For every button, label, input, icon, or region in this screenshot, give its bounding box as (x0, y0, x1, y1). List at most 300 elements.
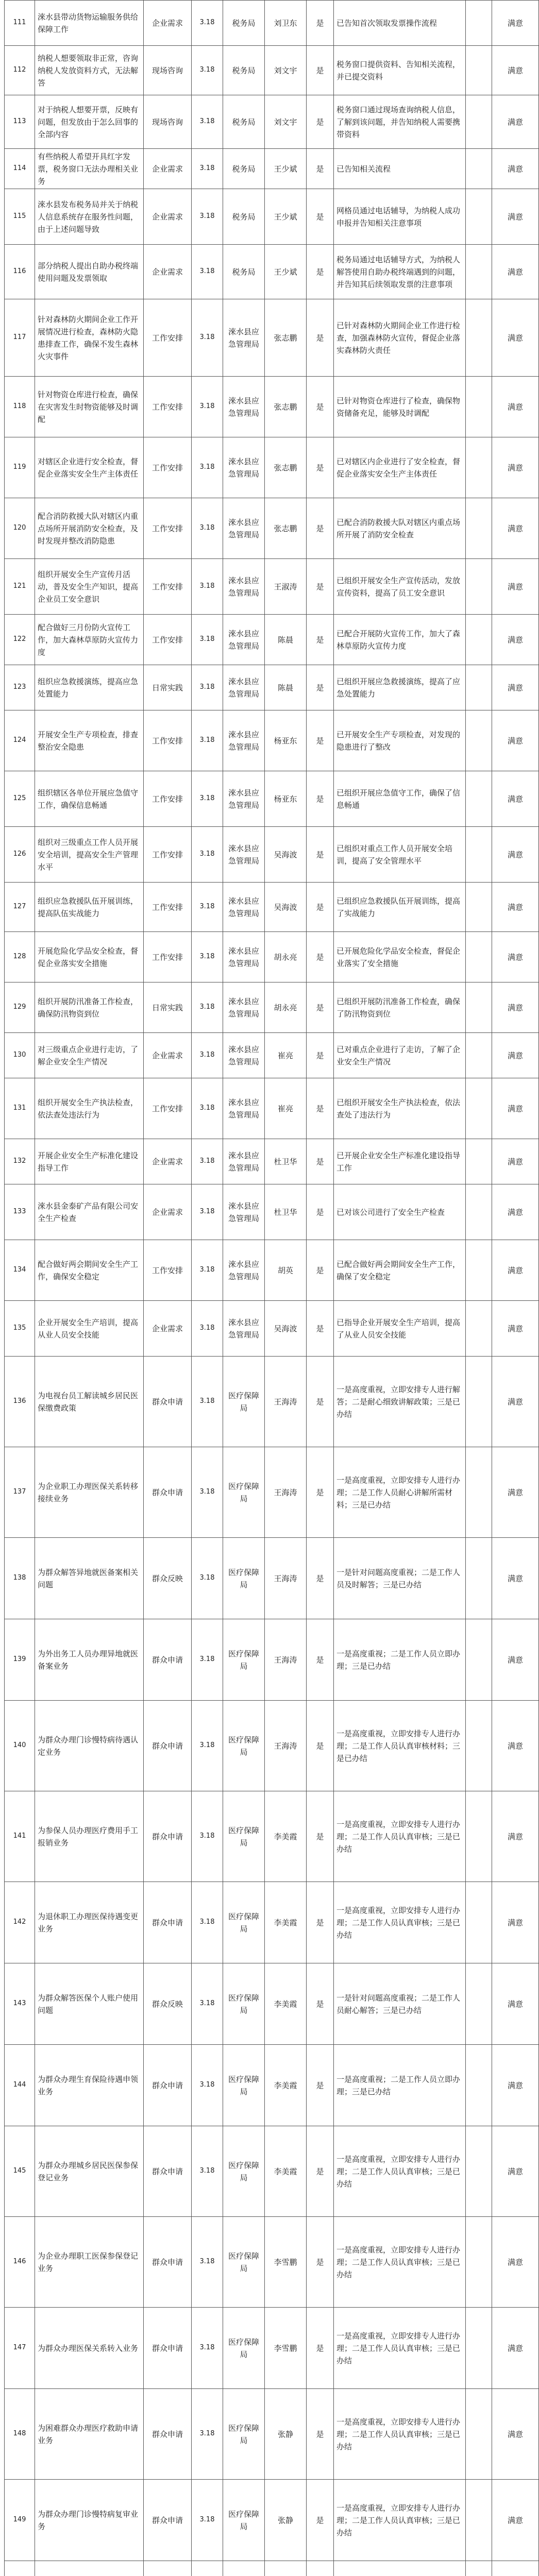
row-person: 杨亚东 (265, 771, 307, 827)
row-dept: 淶水县应急管理局 (223, 883, 265, 932)
row-result: 满意 (492, 498, 539, 559)
row-result: 满意 (492, 1882, 539, 1963)
row-item: 纳税人想要领取非正常，咨询纳税人发放资料方式，无法解答 (35, 46, 144, 95)
row-person: 王海涛 (265, 1619, 307, 1701)
table-row (5, 615, 539, 665)
row-dept: 医疗保障局 (223, 2308, 265, 2389)
row-date: 3.18 (192, 1078, 223, 1139)
row-dept: 淶水县应急管理局 (223, 1240, 265, 1301)
row-done: 是 (307, 1791, 334, 1882)
row-blank (466, 1882, 492, 1963)
row-detail: 已指导企业开展安全生产培训，提高了从业人员安全技能 (334, 1301, 466, 1357)
row-done: 是 (307, 827, 334, 883)
row-type: 工作安排 (144, 1240, 192, 1301)
row-item: 组织开展安全生产宣传月活动，普及安全生产知识，提高企业员工安全意识 (35, 559, 144, 615)
row-detail: 已对辖区内企业进行了安全检查，督促企业落实安全生产主体责任 (334, 437, 466, 498)
row-number: 116 (5, 245, 35, 299)
row-detail: 税务窗口通过现场查询纳税人信息，了解到该问题，并告知纳税人需要携带资料 (334, 95, 466, 149)
row-result (492, 2561, 539, 2576)
row-dept: 淶水县应急管理局 (223, 1139, 265, 1184)
row-blank (466, 377, 492, 437)
row-detail: 一是高度重视，立即安排专人进行办理；二是工作人员认真审核；三是已办结 (334, 2308, 466, 2389)
row-item: 为群众办理医保关系转入业务 (35, 2308, 144, 2389)
row-result: 满意 (492, 932, 539, 982)
row-type: 工作安排 (144, 437, 192, 498)
row-item: 对三级重点企业进行走访，了解企业安全生产情况 (35, 1033, 144, 1078)
row-blank (466, 1963, 492, 2045)
row-blank (466, 245, 492, 299)
row-item: 为群众解答异地就医备案相关问题 (35, 1538, 144, 1619)
record-sheet (4, 0, 523, 2576)
row-result: 满意 (492, 2480, 539, 2561)
row-number: 147 (5, 2308, 35, 2389)
row-done: 是 (307, 615, 334, 665)
row-item: 组织应急救援演练，提高应急处置能力 (35, 665, 144, 710)
row-date: 3.18 (192, 665, 223, 710)
row-dept: 医疗保障局 (223, 1357, 265, 1447)
row-done: 是 (307, 1619, 334, 1701)
row-number: 117 (5, 299, 35, 377)
row-date: 3.18 (192, 2217, 223, 2308)
row-person: 张静 (265, 2480, 307, 2561)
row-type: 群众申请 (144, 1619, 192, 1701)
row-done: 是 (307, 95, 334, 149)
row-person: 李美霞 (265, 1791, 307, 1882)
row-item (35, 2561, 144, 2576)
row-detail: 已组织开展应急救援演练，提高了应急处置能力 (334, 665, 466, 710)
row-date: 3.18 (192, 1963, 223, 2045)
row-item: 开展危险化学品安全检查，督促企业落实安全措施 (35, 932, 144, 982)
row-dept: 淶水县应急管理局 (223, 1184, 265, 1240)
row-item: 淶水县带动货物运输服务供给保障工作 (35, 1, 144, 46)
row-type: 企业需求 (144, 149, 192, 189)
row-item: 对辖区企业进行安全检查，督促企业落实安全生产主体责任 (35, 437, 144, 498)
row-blank (466, 1184, 492, 1240)
row-number: 138 (5, 1538, 35, 1619)
row-date: 3.18 (192, 245, 223, 299)
row-blank (466, 2389, 492, 2480)
row-item: 为群众办理门诊慢特病复审业务 (35, 2480, 144, 2561)
row-detail: 已组织开展安全生产宣传活动，发放宣传资料，提高了员工安全意识 (334, 559, 466, 615)
row-type: 工作安排 (144, 932, 192, 982)
row-date: 3.18 (192, 2480, 223, 2561)
row-number: 135 (5, 1301, 35, 1357)
row-type: 工作安排 (144, 827, 192, 883)
row-result: 满意 (492, 1791, 539, 1882)
row-item: 组织对三级重点工作人员开展安全培训，提高安全生产管理水平 (35, 827, 144, 883)
row-date: 3.18 (192, 498, 223, 559)
table-row (5, 982, 539, 1033)
row-detail: 一是高度重视，立即安排专人进行解答；二是耐心细致讲解政策；三是已办结 (334, 1357, 466, 1447)
row-blank (466, 1078, 492, 1139)
row-item: 配合消防救援大队对辖区内重点场所开展消防安全检查，及时发现并整改消防隐患 (35, 498, 144, 559)
row-person: 李美霞 (265, 2126, 307, 2217)
row-person: 张志鹏 (265, 437, 307, 498)
row-blank (466, 1033, 492, 1078)
row-detail: 一是高度重视；二是工作人员立即办理；三是已办结 (334, 1619, 466, 1701)
row-result: 满意 (492, 2126, 539, 2217)
table-row (5, 1701, 539, 1791)
row-blank (466, 1791, 492, 1882)
row-dept: 淶水县应急管理局 (223, 1301, 265, 1357)
row-person: 李美霞 (265, 2045, 307, 2126)
row-type: 群众反映 (144, 1538, 192, 1619)
row-done: 是 (307, 1882, 334, 1963)
table-row (5, 2389, 539, 2480)
table-row (5, 1538, 539, 1619)
row-done: 是 (307, 46, 334, 95)
row-type: 现场咨询 (144, 46, 192, 95)
table-row (5, 149, 539, 189)
row-result: 满意 (492, 827, 539, 883)
row-done: 是 (307, 1240, 334, 1301)
row-person: 刘卫东 (265, 1, 307, 46)
table-row (5, 1447, 539, 1538)
row-blank (466, 665, 492, 710)
row-type: 工作安排 (144, 299, 192, 377)
row-result: 满意 (492, 883, 539, 932)
row-type: 群众申请 (144, 2308, 192, 2389)
row-type: 群众申请 (144, 1357, 192, 1447)
row-blank (466, 2480, 492, 2561)
row-result: 满意 (492, 1447, 539, 1538)
row-blank (466, 932, 492, 982)
table-row (5, 2126, 539, 2217)
row-type: 工作安排 (144, 615, 192, 665)
row-type: 群众申请 (144, 2389, 192, 2480)
row-detail: 一是高度重视，立即安排专人进行办理；二是工作人员认真审核；三是已办结 (334, 2480, 466, 2561)
table-row (5, 498, 539, 559)
row-date: 3.18 (192, 299, 223, 377)
row-number: 123 (5, 665, 35, 710)
table-row (5, 1791, 539, 1882)
table-row (5, 2561, 539, 2576)
row-blank (466, 1538, 492, 1619)
row-number: 133 (5, 1184, 35, 1240)
row-detail: 一是高度重视；二是工作人员立即办理；三是已办结 (334, 2045, 466, 2126)
row-dept: 淶水县应急管理局 (223, 1033, 265, 1078)
row-person (265, 2561, 307, 2576)
row-done: 是 (307, 1301, 334, 1357)
row-blank (466, 827, 492, 883)
row-item: 为企业办理职工医保参保登记业务 (35, 2217, 144, 2308)
row-date: 3.18 (192, 377, 223, 437)
row-date: 3.18 (192, 46, 223, 95)
row-number: 129 (5, 982, 35, 1033)
row-person: 王淑涛 (265, 559, 307, 615)
table-row (5, 2308, 539, 2389)
row-date: 3.18 (192, 771, 223, 827)
row-detail: 已开展企业安全生产标准化建设指导工作 (334, 1139, 466, 1184)
row-result: 满意 (492, 245, 539, 299)
row-blank (466, 149, 492, 189)
row-dept: 医疗保障局 (223, 1963, 265, 2045)
row-done: 是 (307, 771, 334, 827)
row-done: 是 (307, 883, 334, 932)
row-type: 企业需求 (144, 245, 192, 299)
row-result: 满意 (492, 1357, 539, 1447)
table-row (5, 1963, 539, 2045)
row-detail: 一是高度重视，立即安排专人进行办理；二是工作人员认真审核；三是已办结 (334, 2217, 466, 2308)
row-number: 127 (5, 883, 35, 932)
row-dept: 淶水县应急管理局 (223, 771, 265, 827)
row-detail: 已对重点企业进行了走访，了解了企业安全生产情况 (334, 1033, 466, 1078)
row-blank (466, 2561, 492, 2576)
row-blank (466, 1240, 492, 1301)
row-result: 满意 (492, 710, 539, 771)
row-person: 胡永亮 (265, 982, 307, 1033)
row-dept: 医疗保障局 (223, 1701, 265, 1791)
table-row (5, 932, 539, 982)
table-row (5, 437, 539, 498)
row-person: 张志鹏 (265, 498, 307, 559)
row-person: 张志鹏 (265, 299, 307, 377)
row-dept: 淶水县应急管理局 (223, 932, 265, 982)
table-row (5, 1, 539, 46)
row-blank (466, 615, 492, 665)
row-person: 胡永亮 (265, 932, 307, 982)
row-done: 是 (307, 2045, 334, 2126)
row-blank (466, 2217, 492, 2308)
row-blank (466, 1619, 492, 1701)
row-result: 满意 (492, 1538, 539, 1619)
row-dept: 淶水县应急管理局 (223, 498, 265, 559)
table-row (5, 883, 539, 932)
row-person: 王海涛 (265, 1538, 307, 1619)
row-type: 日常实践 (144, 665, 192, 710)
table-row (5, 559, 539, 615)
row-type: 企业需求 (144, 1139, 192, 1184)
row-date: 3.18 (192, 1033, 223, 1078)
row-number: 142 (5, 1882, 35, 1963)
table-row (5, 377, 539, 437)
row-detail: 已针对森林防火期间企业工作进行检查，加强森林防火宣传，督促企业落实森林防火责任 (334, 299, 466, 377)
row-done: 是 (307, 2308, 334, 2389)
row-date: 3.18 (192, 1447, 223, 1538)
row-dept: 淶水县应急管理局 (223, 377, 265, 437)
table-row (5, 189, 539, 245)
row-number: 118 (5, 377, 35, 437)
row-person: 王海涛 (265, 1357, 307, 1447)
row-person: 陈晨 (265, 665, 307, 710)
row-item: 组织辖区各单位开展应急值守工作，确保信息畅通 (35, 771, 144, 827)
row-type: 企业需求 (144, 1184, 192, 1240)
row-date: 3.18 (192, 2126, 223, 2217)
row-item: 为企业职工办理医保关系转移接续业务 (35, 1447, 144, 1538)
row-result: 满意 (492, 1078, 539, 1139)
row-detail: 已对该公司进行了安全生产检查 (334, 1184, 466, 1240)
row-person: 王少斌 (265, 189, 307, 245)
row-done: 是 (307, 377, 334, 437)
row-result: 满意 (492, 437, 539, 498)
row-type: 工作安排 (144, 710, 192, 771)
row-dept: 医疗保障局 (223, 2389, 265, 2480)
row-type: 群众申请 (144, 1791, 192, 1882)
row-person: 崔亮 (265, 1078, 307, 1139)
row-done: 是 (307, 1963, 334, 2045)
row-item: 为外出务工人员办理异地就医备案业务 (35, 1619, 144, 1701)
row-number: 125 (5, 771, 35, 827)
row-type: 群众申请 (144, 2126, 192, 2217)
row-number (5, 2561, 35, 2576)
row-type: 工作安排 (144, 559, 192, 615)
row-type: 群众申请 (144, 2217, 192, 2308)
row-number: 121 (5, 559, 35, 615)
row-result: 满意 (492, 665, 539, 710)
row-item: 部分纳税人提出自助办税终端使用问题及发票领取 (35, 245, 144, 299)
row-dept: 医疗保障局 (223, 2217, 265, 2308)
row-dept: 税务局 (223, 245, 265, 299)
row-number: 143 (5, 1963, 35, 2045)
row-done: 是 (307, 1357, 334, 1447)
table-row (5, 2217, 539, 2308)
row-number: 148 (5, 2389, 35, 2480)
row-date: 3.18 (192, 149, 223, 189)
row-number: 130 (5, 1033, 35, 1078)
row-type: 群众申请 (144, 2480, 192, 2561)
row-date: 3.18 (192, 559, 223, 615)
table-row (5, 299, 539, 377)
row-number: 126 (5, 827, 35, 883)
row-date: 3.18 (192, 1, 223, 46)
row-result: 满意 (492, 771, 539, 827)
table-row (5, 1033, 539, 1078)
row-type: 企业需求 (144, 189, 192, 245)
table-row (5, 827, 539, 883)
row-person: 崔亮 (265, 1033, 307, 1078)
row-detail: 网格员通过电话辅导，为纳税人成功申报并告知相关注意事项 (334, 189, 466, 245)
table-row (5, 95, 539, 149)
row-date: 3.18 (192, 1184, 223, 1240)
row-dept: 淶水县应急管理局 (223, 559, 265, 615)
table-row (5, 665, 539, 710)
row-detail: 税务局通过电话辅导方式，为纳税人解答使用自助办税终端遇到的问题，并告知其后续领取发票的注意事项 (334, 245, 466, 299)
row-item: 开展企业安全生产标准化建设指导工作 (35, 1139, 144, 1184)
row-done: 是 (307, 982, 334, 1033)
row-blank (466, 1, 492, 46)
row-number: 112 (5, 46, 35, 95)
row-item: 针对物资仓库进行检查，确保在灾害发生时物资能够及时调配 (35, 377, 144, 437)
row-item: 对于纳税人想要开票，反映有问题，但发放由于怎么回事的全部内容 (35, 95, 144, 149)
row-type: 企业需求 (144, 1, 192, 46)
row-number: 122 (5, 615, 35, 665)
row-blank (466, 1357, 492, 1447)
row-done: 是 (307, 1538, 334, 1619)
row-date: 3.18 (192, 1357, 223, 1447)
row-result: 满意 (492, 1, 539, 46)
row-result: 满意 (492, 615, 539, 665)
row-detail: 一是高度重视，立即安排专人进行办理；二是工作人员认真审核；三是已办结 (334, 1882, 466, 1963)
row-detail: 已配合做好两会期间安全生产工作，确保了安全稳定 (334, 1240, 466, 1301)
row-number: 131 (5, 1078, 35, 1139)
row-type: 企业需求 (144, 1301, 192, 1357)
row-dept: 税务局 (223, 189, 265, 245)
row-person: 刘文宇 (265, 46, 307, 95)
row-detail: 已开展安全生产专项检查，对发现的隐患进行了整改 (334, 710, 466, 771)
row-type: 工作安排 (144, 377, 192, 437)
row-person: 吴海波 (265, 1301, 307, 1357)
row-result: 满意 (492, 299, 539, 377)
table-row (5, 1139, 539, 1184)
row-date: 3.18 (192, 2045, 223, 2126)
table-row (5, 1882, 539, 1963)
row-dept: 淶水县应急管理局 (223, 1078, 265, 1139)
row-item: 配合做好三月份防火宣传工作，加大森林草原防火宣传力度 (35, 615, 144, 665)
row-done: 是 (307, 437, 334, 498)
row-person: 王海涛 (265, 1701, 307, 1791)
row-result: 满意 (492, 2308, 539, 2389)
row-dept: 淶水县应急管理局 (223, 827, 265, 883)
row-person: 杜卫华 (265, 1184, 307, 1240)
table-row (5, 1240, 539, 1301)
row-person: 胡英 (265, 1240, 307, 1301)
row-item: 淶水县金泰矿产品有限公司安全生产检查 (35, 1184, 144, 1240)
row-item: 为困难群众办理医疗救助申请业务 (35, 2389, 144, 2480)
row-dept: 淶水县应急管理局 (223, 665, 265, 710)
row-detail: 已组织对重点工作人员开展安全培训，提高了安全管理水平 (334, 827, 466, 883)
row-detail: 已组织开展应急值守工作，确保了信息畅通 (334, 771, 466, 827)
record-table (4, 0, 539, 2576)
row-type: 群众反映 (144, 1963, 192, 2045)
row-type: 群众申请 (144, 1882, 192, 1963)
row-blank (466, 2045, 492, 2126)
row-number: 149 (5, 2480, 35, 2561)
row-blank (466, 299, 492, 377)
row-type: 工作安排 (144, 883, 192, 932)
row-date: 3.18 (192, 710, 223, 771)
row-number: 132 (5, 1139, 35, 1184)
row-detail: 已组织应急救援队伍开展训练，提高了实战能力 (334, 883, 466, 932)
row-item: 有些纳税人希望开具红字发票，税务窗口无法办理相关业务 (35, 149, 144, 189)
row-detail: 已组织开展防汛准备工作检查，确保了防汛物资到位 (334, 982, 466, 1033)
table-row (5, 1301, 539, 1357)
row-person: 王海涛 (265, 1447, 307, 1538)
row-result: 满意 (492, 559, 539, 615)
row-item: 针对森林防火期间企业工作开展情况进行检查，森林防火隐患排查工作，确保不发生森林火灾事件 (35, 299, 144, 377)
row-done: 是 (307, 189, 334, 245)
row-date: 3.18 (192, 1619, 223, 1701)
row-result: 满意 (492, 982, 539, 1033)
row-done: 是 (307, 2217, 334, 2308)
row-blank (466, 95, 492, 149)
row-type: 企业需求 (144, 1033, 192, 1078)
row-done: 是 (307, 149, 334, 189)
row-dept: 医疗保障局 (223, 1619, 265, 1701)
row-item: 为群众解答医保个人账户使用问题 (35, 1963, 144, 2045)
row-detail: 已组织开展安全生产执法检查，依法查处了违法行为 (334, 1078, 466, 1139)
row-number: 136 (5, 1357, 35, 1447)
row-detail (334, 2561, 466, 2576)
row-blank (466, 1701, 492, 1791)
row-person: 李雪鹏 (265, 2308, 307, 2389)
row-dept: 医疗保障局 (223, 1791, 265, 1882)
row-result: 满意 (492, 46, 539, 95)
table-row (5, 1184, 539, 1240)
row-number: 120 (5, 498, 35, 559)
row-blank (466, 1139, 492, 1184)
row-blank (466, 437, 492, 498)
row-number: 113 (5, 95, 35, 149)
row-item: 企业开展安全生产培训，提高从业人员安全技能 (35, 1301, 144, 1357)
row-dept: 淶水县应急管理局 (223, 437, 265, 498)
row-dept: 医疗保障局 (223, 2480, 265, 2561)
row-result: 满意 (492, 95, 539, 149)
row-detail: 税务窗口提供资料、告知相关流程，并已提交资料 (334, 46, 466, 95)
row-result: 满意 (492, 1184, 539, 1240)
row-date: 3.18 (192, 615, 223, 665)
row-type: 工作安排 (144, 771, 192, 827)
table-row (5, 245, 539, 299)
